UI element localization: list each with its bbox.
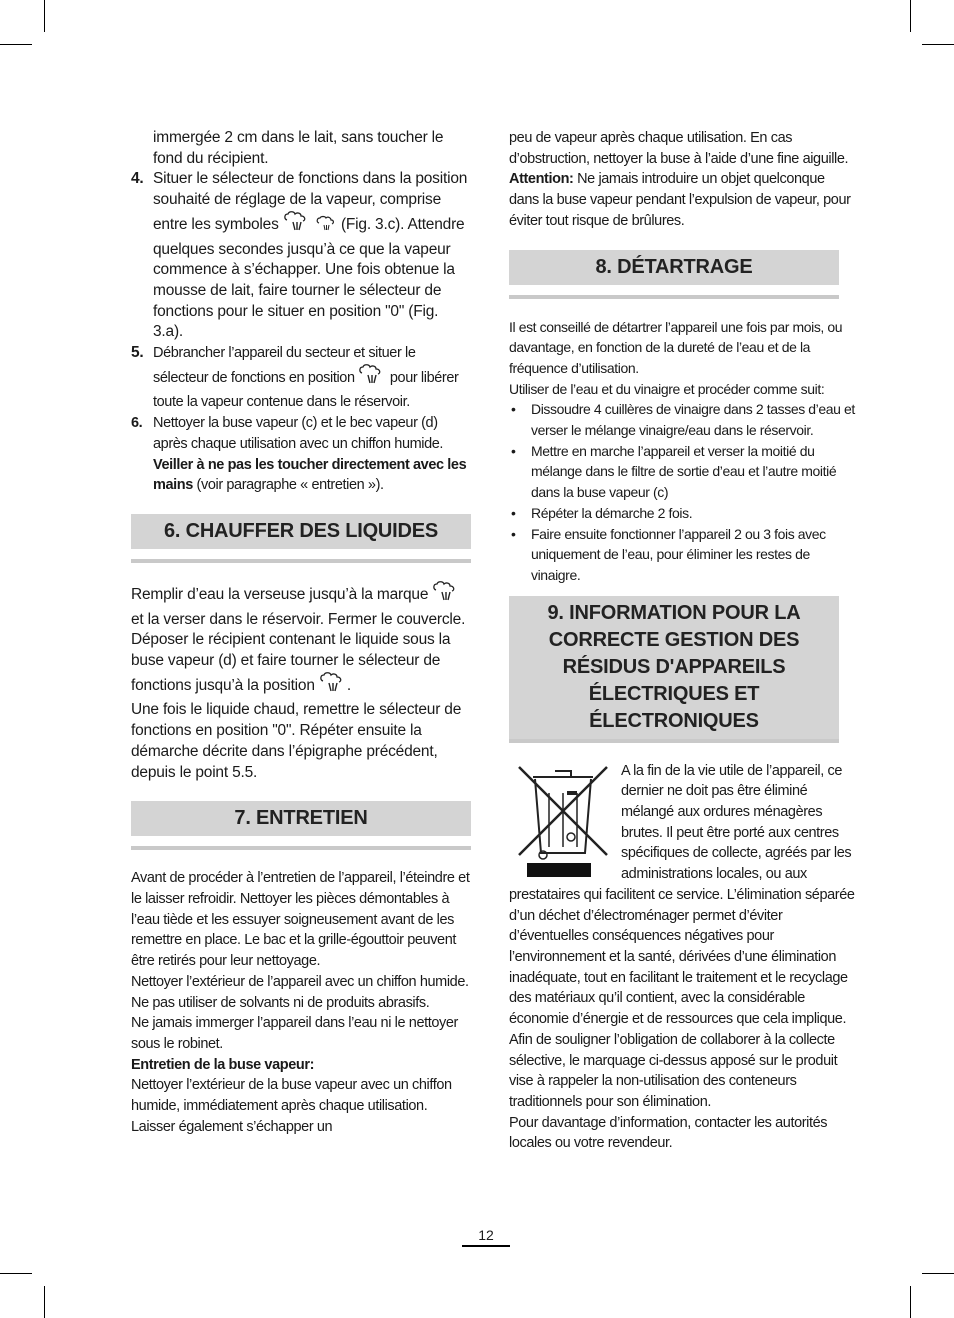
list-item xyxy=(509,399,857,440)
paragraph: Nettoyer l’extérieur de la buse vapeur avec un chiffon humide, immédiatement après chaque utilisation. Laisser également s’échapper un xyxy=(131,1077,452,1135)
crop-mark xyxy=(44,0,45,32)
section-8-body xyxy=(509,317,857,586)
paragraph: Afin de souligner l’obligation de collaborer à la collecte sélective, le marquage ci-dessus apposé sur le produit vise à rappeler la non-utilisation des conteneurs traditionnels pour son élimination. xyxy=(509,1031,838,1110)
section-heading-6: 6. CHAUFFER DES LIQUIDES xyxy=(131,514,471,549)
crop-mark xyxy=(910,1286,911,1318)
text: . xyxy=(346,676,351,694)
paragraph: Utiliser de l’eau et du vinaigre et procéder comme suit: xyxy=(509,380,825,397)
step-number: 4. xyxy=(131,170,144,188)
paragraph: Nettoyer l’extérieur de l’appareil avec un chiffon humide. Ne pas utiliser de solvants ni de produits abrasifs. xyxy=(131,973,469,1011)
right-column xyxy=(509,128,857,1154)
step-warning: Veiller à ne pas les toucher directement avec les mains xyxy=(153,456,467,494)
steam-small-icon xyxy=(315,215,337,240)
crop-mark xyxy=(0,44,32,45)
bullet: • xyxy=(511,401,516,418)
step-text: pour libérer toute la vapeur contenue dans le réservoir. xyxy=(153,369,459,411)
crop-mark xyxy=(910,0,911,32)
paragraph xyxy=(509,169,857,231)
step-4 xyxy=(131,169,471,343)
section-7-body xyxy=(131,868,471,1137)
paragraph: Avant de procéder à l’entretien de l’appareil, l’éteindre et le laisser refroidir. Nettoyer les pièces démontables à l’eau tiède et les essuyer soigneusement avant de les remettre en place. Le bac et la grille-égouttoir peuvent être retirés pour leur nettoyage. xyxy=(131,870,470,970)
crop-mark xyxy=(922,1273,954,1274)
section-heading-9: 9. INFORMATION POUR LA CORRECTE GESTION DES RÉSIDUS D'APPAREILS ÉLECTRIQUES ET ÉLECTRONIQUES xyxy=(509,596,839,739)
list-item-text: Dissoudre 4 cuillères de vinaigre dans 2 tasses d’eau et verser le mélange vinaigre/eau dans le réservoir. xyxy=(531,401,855,439)
section-heading-8: 8. DÉTARTRAGE xyxy=(509,250,839,285)
list-item xyxy=(509,441,857,503)
step-number: 6. xyxy=(131,415,143,432)
section-heading-7: 7. ENTRETIEN xyxy=(131,801,471,836)
step-text: Nettoyer la buse vapeur (c) et le bec vapeur (d) après chaque utilisation avec un chiffon humide. xyxy=(153,415,444,452)
list-item-text: Mettre en marche l’appareil et verser la moitié du mélange dans le filtre de sortie d’eau et l’autre moitié dans la buse vapeur (c) xyxy=(531,442,837,501)
step-6 xyxy=(131,413,471,496)
paragraph xyxy=(131,581,471,701)
crop-mark xyxy=(44,1286,45,1318)
list-item-text: Faire ensuite fonctionner l’appareil 2 ou 3 fois avec uniquement de l’eau, pour éliminer les restes de vinaigre. xyxy=(531,525,826,583)
text: Ne jamais introduire un objet quelconque dans la buse vapeur pendant l’expulsion de vapeur, pour éviter tout risque de brûlures. xyxy=(509,171,851,229)
paragraph: peu de vapeur après chaque utilisation. En cas d’obstruction, nettoyer la buse à l’aide d’une fine aiguille. xyxy=(509,130,849,167)
step-text: (Fig. 3.c). Attendre quelques secondes jusqu’à ce que la vapeur commence à s’échapper. Une fois obtenue la mousse de lait, faire tourner le sélecteur de fonctions pour le situer en position "0" (Fig. 3.a). xyxy=(153,215,465,341)
text: et la verser dans le réservoir. Fermer le couvercle. Déposer le récipient contenant le liquide sous la buse vapeur (d) et faire tourner le sélecteur de fonctions jusqu’à la position xyxy=(131,610,466,694)
list-item xyxy=(509,524,857,586)
steam-cloud-icon xyxy=(432,581,460,610)
crop-mark xyxy=(0,1273,32,1274)
paragraph: Une fois le liquide chaud, remettre le sélecteur de fonctions en position "0". Répéter ensuite la démarche décrite dans l’épigraphe précédent, depuis le point 5.5. xyxy=(131,701,462,781)
attention-label: Attention: xyxy=(509,171,574,188)
paragraph: Pour davantage d’information, contacter les autorités locales ou votre revendeur. xyxy=(509,1114,828,1152)
section-9-body xyxy=(509,761,857,1154)
continued-block xyxy=(509,128,857,232)
bullet: • xyxy=(511,442,516,459)
bullet: • xyxy=(511,525,516,542)
step-5 xyxy=(131,343,471,413)
crossed-out-wheelie-bin-icon xyxy=(509,763,613,883)
paragraph: A la fin de la vie utile de l’appareil, ce dernier ne doit pas être éliminé mélangé aux ordures ménagères brutes. Il peut être porté aux centres spécifiques de collecte, agréés par les administrations locales, ou aux prestataires qui facilitent ce service. L’élimination séparée d’un déchet d’électroménager permet d’éviter d’éventuelles conséquences négatives pour l’environnement et la santé, dérivées d’une élimination inadéquate, tout en facilitant le traitement et le recyclage des matériaux qu’il contient, avec la considérable économie d’énergie et de ressources que cela implique. xyxy=(509,762,855,1028)
list-item xyxy=(509,503,857,524)
step-number: 5. xyxy=(131,344,144,362)
crop-mark xyxy=(922,44,954,45)
continued-text: immergée 2 cm dans le lait, sans toucher le fond du récipient. xyxy=(153,129,444,167)
step-text: (voir paragraphe « entretien »). xyxy=(192,477,384,494)
steam-cloud-icon xyxy=(319,672,347,701)
steam-cloud-icon xyxy=(283,211,311,240)
list-item-text: Répéter la démarche 2 fois. xyxy=(531,504,693,521)
step-text: Situer le sélecteur de fonctions dans la position souhaité de réglage de la vapeur, comprise entre les symboles xyxy=(153,170,468,233)
steam-cloud-icon xyxy=(358,364,386,393)
paragraph: Ne jamais immerger l’appareil dans l’eau ni le nettoyer sous le robinet. xyxy=(131,1015,458,1052)
paragraph: Il est conseillé de détartrer l’appareil une fois par mois, ou davantage, en fonction de la dureté de l’eau et de la fréquence d’utilisation. xyxy=(509,318,843,376)
page-number: 12 xyxy=(462,1226,510,1247)
step-text: Débrancher l’appareil du secteur et situer le sélecteur de fonctions en position xyxy=(153,345,416,386)
left-column xyxy=(131,128,471,1137)
sub-heading: Entretien de la buse vapeur: xyxy=(131,1056,314,1073)
bullet: • xyxy=(511,504,516,521)
text: Remplir d’eau la verseuse jusqu’à la marque xyxy=(131,585,433,603)
